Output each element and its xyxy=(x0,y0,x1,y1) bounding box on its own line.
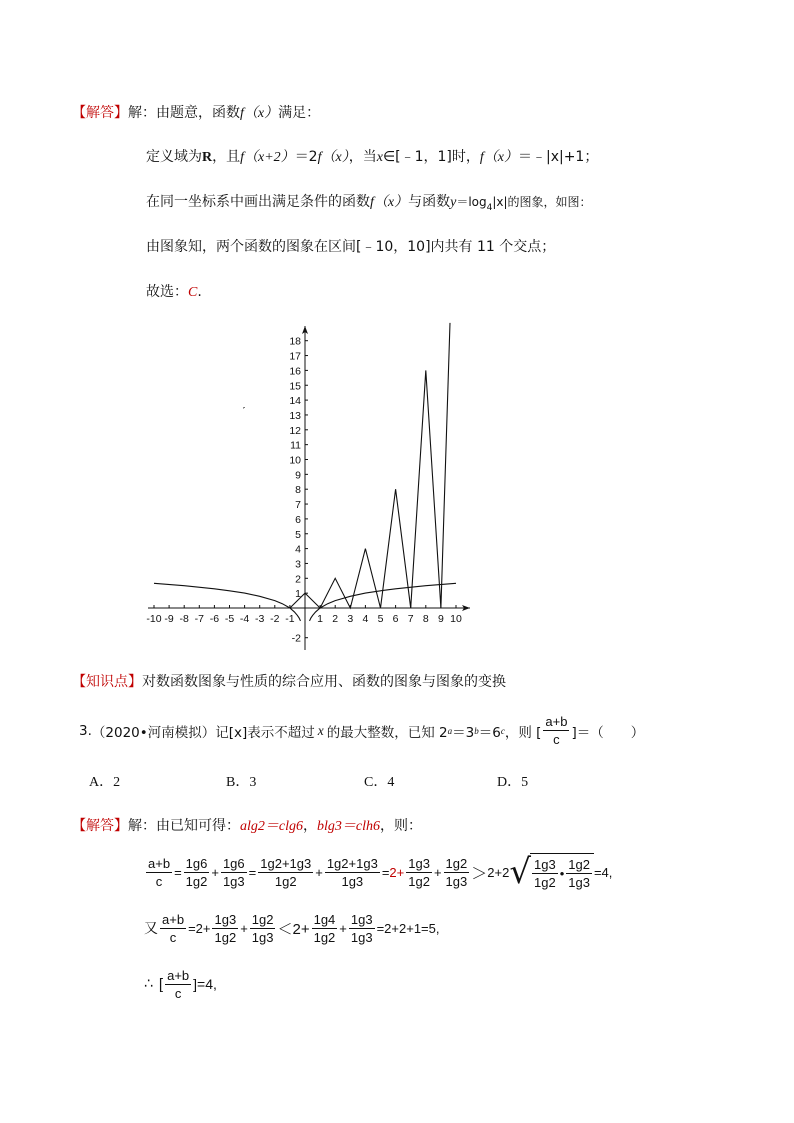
y-tick-label: 9 xyxy=(295,469,301,482)
num: 1g4 xyxy=(313,911,336,927)
line1-e: ∈[﹣1，1]时， xyxy=(382,149,480,165)
therefore-symbol: ∴ xyxy=(144,976,153,992)
derivation-line-1 xyxy=(144,852,612,892)
line4-a: 故选： xyxy=(146,284,188,300)
answer1-heading xyxy=(72,102,320,122)
x-tick-label: 2 xyxy=(332,613,339,625)
den: 1g3 xyxy=(251,929,274,945)
y-tick-label: 8 xyxy=(295,484,301,497)
x-tick-label: 3 xyxy=(347,613,354,625)
num: 1g2 xyxy=(251,911,274,927)
plus: + xyxy=(240,920,248,936)
fraction xyxy=(165,967,191,1002)
fraction xyxy=(160,911,186,946)
den: 1g3 xyxy=(222,873,245,889)
plus: + xyxy=(339,920,347,936)
y-tick-label: 2 xyxy=(295,573,301,586)
open-bracket: [ xyxy=(158,975,164,993)
answer3-sep: ， xyxy=(303,818,317,834)
less-than-two-plus: ＜2+ xyxy=(277,920,310,938)
den: 1g2 xyxy=(313,929,336,945)
q3-text-b: 的最大整数，已知 2 xyxy=(326,724,448,741)
fraction xyxy=(406,855,432,890)
num: 1g2+1g3 xyxy=(260,855,312,871)
line2-y: y xyxy=(450,195,457,210)
line2-d: |x|的图象，如图： xyxy=(492,195,592,209)
knowledge-text: 对数函数图象与性质的综合应用、函数的图象与图象的变换 xyxy=(142,674,506,690)
line1-c: ＝2 xyxy=(294,149,318,165)
y-tick-label: 17 xyxy=(289,350,301,363)
x-tick-label: -5 xyxy=(224,613,235,625)
num: 1g3 xyxy=(214,911,237,927)
option-b[interactable]: B．3 xyxy=(226,775,257,790)
answer3-eq1: alg2＝clg6 xyxy=(240,819,303,834)
x-tick-label: 8 xyxy=(422,613,429,625)
q3-text-e: ，则 [ xyxy=(504,724,542,741)
x-tick-label: 9 xyxy=(437,613,444,625)
line1-f3: f（x） xyxy=(479,150,518,165)
dot: • xyxy=(559,866,565,881)
knowledge-tag: 【知识点】 xyxy=(72,674,142,690)
num: 1g3 xyxy=(350,911,373,927)
line4-b: . xyxy=(197,284,202,300)
num: a+b xyxy=(162,911,185,927)
y-tick-label: 10 xyxy=(289,454,301,467)
x-tick-label: -1 xyxy=(285,613,295,625)
equals: = xyxy=(248,864,257,880)
q3-x: x xyxy=(317,722,324,738)
den: 1g3 xyxy=(445,873,468,889)
log-base: 4 xyxy=(486,202,493,213)
x-tick-label: -7 xyxy=(194,613,204,625)
q3-text-a: 记[x]表示不超过 xyxy=(215,724,315,741)
y-tick-label: 5 xyxy=(295,528,301,541)
x-tick-label: 1 xyxy=(317,613,324,625)
question-number: 3. xyxy=(79,722,92,739)
x-tick-label: 5 xyxy=(377,613,384,625)
question-3 xyxy=(79,713,644,748)
y-tick-label: 15 xyxy=(289,380,301,393)
y-tick-label: 3 xyxy=(295,558,301,571)
den: 1g2 xyxy=(533,875,556,890)
den: 1g2 xyxy=(185,873,208,889)
line1-f2: f（x） xyxy=(317,150,349,165)
x-tick-label: -8 xyxy=(179,613,189,625)
knowledge-point xyxy=(72,671,506,691)
fraction xyxy=(444,855,470,890)
stray-mark: ˊ xyxy=(242,406,246,418)
radical-sign-icon: √ xyxy=(509,852,531,892)
line2-f: f（x） xyxy=(370,195,409,210)
answer1-intro: 解：由题意，函数 xyxy=(128,105,240,121)
equals: = xyxy=(174,864,182,880)
line1-a: 定义域为 xyxy=(146,149,202,165)
num: 1g2 xyxy=(568,857,590,872)
two-plus: 2+ xyxy=(389,864,405,880)
answer-choice: C xyxy=(188,285,198,300)
y-tick-label: 14 xyxy=(289,395,301,408)
equals: = xyxy=(381,864,390,880)
line1-d: ，当 xyxy=(348,149,377,165)
two-plus-two: 2+2 xyxy=(487,864,510,880)
x-tick-label: -10 xyxy=(146,613,162,625)
graph-ticks xyxy=(146,336,462,645)
den: c xyxy=(155,873,163,889)
num: 1g2 xyxy=(445,855,468,871)
answer3-heading xyxy=(72,815,422,835)
answer1-intro-end: 满足： xyxy=(278,105,321,121)
fraction xyxy=(184,855,210,890)
answer1-line3: 由图象知，两个函数的图象在区间[﹣10，10]内共有 11 个交点； xyxy=(146,239,556,255)
x-tick-label: 7 xyxy=(407,613,414,625)
den: 1g3 xyxy=(350,929,373,945)
x-tick-label: 6 xyxy=(392,613,399,625)
den: c xyxy=(174,985,182,1001)
num: a+b xyxy=(167,967,190,983)
result: =4, xyxy=(593,864,613,880)
fraction xyxy=(250,911,276,946)
function-graph xyxy=(140,318,480,658)
y-tick-label: -2 xyxy=(291,632,301,645)
close-result: ]=4, xyxy=(193,976,217,992)
plus: + xyxy=(433,864,442,880)
answer-tag: 【解答】 xyxy=(72,105,128,121)
series-line xyxy=(290,323,450,608)
line1-f1: f（x+2） xyxy=(240,150,295,165)
answer3-intro: 解：由已知可得： xyxy=(128,818,240,834)
answer1-line4 xyxy=(146,281,202,301)
option-d[interactable]: D．5 xyxy=(497,775,529,790)
y-tick-label: 7 xyxy=(295,499,301,512)
x-tick-label: -6 xyxy=(209,613,220,625)
num: a+b xyxy=(148,855,171,871)
fraction xyxy=(258,855,313,890)
y-tick-label: 6 xyxy=(295,513,301,526)
option-c[interactable]: C．4 xyxy=(364,775,395,790)
x-tick-label: 4 xyxy=(362,613,369,625)
line1-b: ，且 xyxy=(212,149,241,165)
x-tick-label: -3 xyxy=(255,613,265,625)
den: 1g2 xyxy=(214,929,237,945)
fraction xyxy=(312,911,338,946)
q3-text-d: ＝6 xyxy=(478,724,501,741)
answer3-end: ，则： xyxy=(380,818,422,834)
num: 1g3 xyxy=(533,857,556,872)
plus: + xyxy=(315,864,323,880)
y-tick-label: 1 xyxy=(295,588,301,601)
answer1-line2 xyxy=(146,191,592,213)
y-tick-label: 12 xyxy=(289,424,301,437)
num: 1g6 xyxy=(222,855,245,871)
q3-text-c: ＝3 xyxy=(452,724,475,741)
option-a[interactable]: A．2 xyxy=(89,775,121,790)
sqrt-body xyxy=(530,853,594,891)
den: 1g2 xyxy=(408,873,430,889)
x-tick-label: -9 xyxy=(164,613,174,625)
exp-a: a xyxy=(447,725,453,736)
den: 1g3 xyxy=(341,873,364,889)
den: 1g3 xyxy=(568,875,590,890)
y-tick-label: 11 xyxy=(290,439,301,452)
fraction xyxy=(146,855,172,890)
derivation-line-3 xyxy=(144,964,217,1004)
fraction xyxy=(212,911,238,946)
line2-a: 在同一坐标系中画出满足条件的函数 xyxy=(146,194,370,210)
fraction xyxy=(349,911,375,946)
frac-den: c xyxy=(553,732,560,747)
function-fx: f（x） xyxy=(240,106,279,121)
y-tick-label: 18 xyxy=(289,335,301,348)
graph-axes xyxy=(148,326,470,650)
fraction xyxy=(566,856,592,891)
y-tick-label: 16 xyxy=(289,365,301,378)
q3-text-f: ]＝（ ） xyxy=(571,724,645,741)
frac-num: a+b xyxy=(545,714,568,729)
x-tick-label: -4 xyxy=(239,613,250,625)
you-word: 又 xyxy=(144,921,158,937)
num: 1g2+1g3 xyxy=(326,855,378,871)
answer1-line1 xyxy=(146,146,598,166)
greater-than: ＞ xyxy=(471,863,488,883)
answer3-eq2: blg3＝clh6 xyxy=(317,819,380,834)
num: 1g3 xyxy=(408,855,430,871)
line2-c: ＝log xyxy=(456,195,487,209)
plus: + xyxy=(211,864,219,880)
x-tick-label: -2 xyxy=(270,613,280,625)
line2-b: 与函数 xyxy=(408,194,451,210)
exp-b: b xyxy=(474,725,479,736)
line1-g: ＝﹣|x|+1； xyxy=(517,149,599,165)
real-set-symbol: R xyxy=(202,150,213,165)
exp-c: c xyxy=(500,725,505,736)
sqrt-expression xyxy=(509,853,594,891)
q3-fraction xyxy=(543,713,569,748)
y-tick-label: 4 xyxy=(295,543,301,556)
answer3-tag: 【解答】 xyxy=(72,818,128,834)
den: c xyxy=(169,929,177,945)
result: =2+2+1=5, xyxy=(376,920,440,936)
derivation-line-2 xyxy=(144,908,440,948)
line1-x: x xyxy=(376,150,383,165)
fraction xyxy=(221,855,247,890)
den: 1g2 xyxy=(274,873,297,889)
equals-two-plus: =2+ xyxy=(188,920,211,936)
question-source: （2020•河南模拟） xyxy=(91,724,216,741)
x-tick-label: 10 xyxy=(450,613,462,625)
fraction xyxy=(325,855,380,890)
fraction xyxy=(532,856,558,891)
num: 1g6 xyxy=(185,855,208,871)
y-tick-label: 13 xyxy=(289,409,301,422)
